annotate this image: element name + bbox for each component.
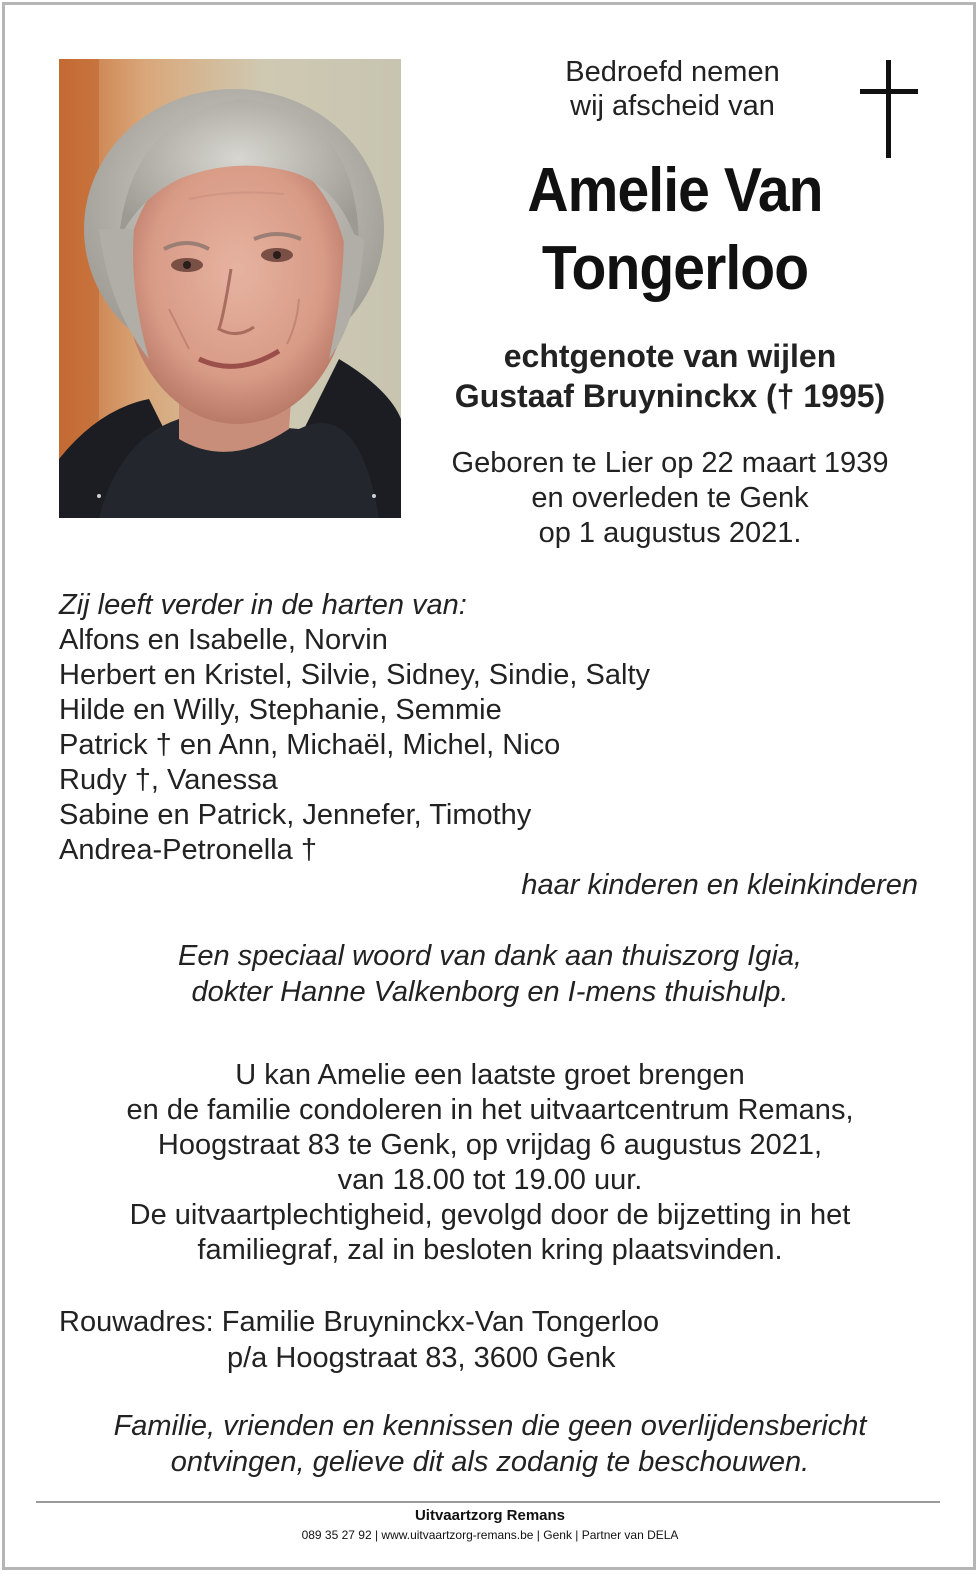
visit-line: familiegraf, zal in besloten kring plaatsvinden. bbox=[197, 1234, 783, 1266]
spouse-line: Gustaaf Bruyninckx († 1995) bbox=[454, 378, 886, 414]
thanks-text bbox=[40, 938, 940, 1010]
funeral-home-name: Uitvaartzorg Remans bbox=[414, 1507, 566, 1524]
dates-line: op 1 augustus 2021. bbox=[538, 517, 802, 549]
thanks-line: Een speciaal woord van dank aan thuiszorg Igia, bbox=[178, 940, 802, 972]
address-line: Rouwadres: Familie Bruyninckx-Van Tongerloo bbox=[59, 1306, 660, 1338]
mourning-address bbox=[59, 1304, 659, 1376]
visit-line: Hoogstraat 83 te Genk, op vrijdag 6 augustus 2021, bbox=[157, 1129, 823, 1161]
family-lead: Zij leeft verder in de harten van: bbox=[59, 589, 467, 621]
family-member: Sabine en Patrick, Jennefer, Timothy bbox=[59, 799, 532, 831]
visit-line: De uitvaartplechtigheid, gevolgd door de bijzetting in het bbox=[129, 1199, 851, 1231]
family-member: Hilde en Willy, Stephanie, Semmie bbox=[59, 694, 502, 726]
family-member: Rudy †, Vanessa bbox=[59, 764, 278, 796]
name-line: Tongerloo bbox=[541, 234, 809, 303]
family-signature: haar kinderen en kleinkinderen bbox=[521, 869, 918, 901]
intro-line: Bedroefd nemen bbox=[565, 56, 780, 88]
visit-line: en de familie condoleren in het uitvaartcentrum Remans, bbox=[126, 1094, 854, 1126]
thanks-line: dokter Hanne Valkenborg en I-mens thuishulp. bbox=[191, 976, 789, 1008]
portrait-photo bbox=[59, 59, 401, 518]
spouse-line: echtgenote van wijlen bbox=[503, 338, 837, 374]
dates-line: Geboren te Lier op 22 maart 1939 bbox=[451, 447, 889, 479]
family-list bbox=[59, 588, 650, 868]
address-line: p/a Hoogstraat 83, 3600 Genk bbox=[227, 1342, 616, 1374]
cross-icon bbox=[860, 60, 918, 158]
intro-text bbox=[500, 55, 845, 123]
funeral-home-contact: 089 35 27 92 | www.uitvaartzorg-remans.be | Genk | Partner van DELA bbox=[301, 1528, 679, 1542]
visitation-info bbox=[40, 1058, 940, 1268]
family-member: Herbert en Kristel, Silvie, Sidney, Sindie, Salty bbox=[59, 659, 651, 691]
dates-line: en overleden te Genk bbox=[531, 482, 809, 514]
name-line: Amelie Van bbox=[527, 156, 823, 225]
closing-line: Familie, vrienden en kennissen die geen overlijdensbericht bbox=[113, 1410, 867, 1442]
deceased-name bbox=[459, 152, 891, 308]
closing-text bbox=[40, 1408, 940, 1480]
intro-line: wij afscheid van bbox=[570, 90, 775, 122]
birth-death-dates bbox=[400, 446, 940, 551]
closing-line: ontvingen, gelieve dit als zodanig te beschouwen. bbox=[170, 1446, 810, 1478]
visit-line: van 18.00 tot 19.00 uur. bbox=[337, 1164, 643, 1196]
footer-divider bbox=[36, 1501, 940, 1503]
family-member: Andrea-Petronella † bbox=[59, 834, 317, 866]
family-member: Alfons en Isabelle, Norvin bbox=[59, 624, 388, 656]
spouse-text bbox=[400, 336, 940, 416]
family-member: Patrick † en Ann, Michaël, Michel, Nico bbox=[59, 729, 561, 761]
visit-line: U kan Amelie een laatste groet brengen bbox=[235, 1059, 745, 1091]
